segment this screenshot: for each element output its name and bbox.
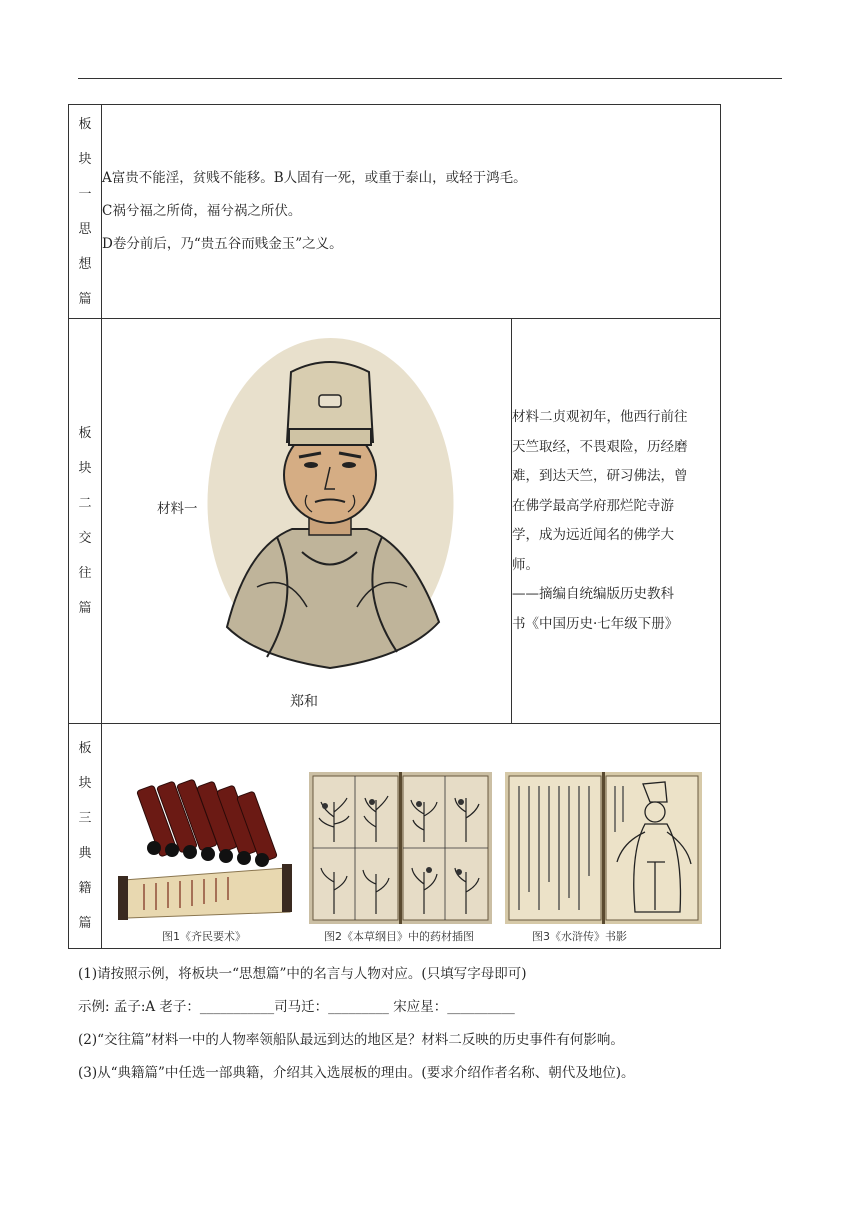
figure-1-caption: 图1《齐民要术》 [162,930,246,943]
question-2: (2)“交往篇”材料一中的人物率领船队最远到达的地区是？材料二反映的历史事件有何影响。 [78,1032,624,1048]
classics-cell [102,724,721,949]
side-char: 块 [78,461,92,476]
side-char: 板 [78,426,92,441]
side-char: 二 [78,496,92,511]
material-two-cell [512,319,721,724]
section-classics-row [69,724,721,949]
section-thought-row [69,105,721,319]
exhibit-board-table [68,104,721,949]
material-one-cell [102,319,512,724]
material-two-source: ——摘编自统编版历史教科 [512,586,674,602]
zheng-he-portrait [207,337,454,669]
shuihu-zhuan-image [505,772,702,924]
quote-line: D卷分前后，乃“贵五谷而贱金玉”之义。 [102,236,343,252]
material-two-line: 天竺取经，不畏艰险，历经磨 [512,438,688,455]
header-rule [78,78,782,79]
question-1-example: 示例: 孟子:A 老子：___________司马迁：_________ 宋应星：__________ [78,999,515,1015]
side-char: 交 [78,531,92,546]
question-1: (1)请按照示例，将板块一“思想篇”中的名言与人物对应。(只填写字母即可) [78,966,527,982]
side-char: 一 [78,186,92,202]
side-char: 籍 [78,881,92,896]
material-two-line: 材料二贞观初年，他西行前往 [512,409,688,425]
quote-line: C祸兮福之所倚，福兮祸之所伏。 [102,203,302,219]
side-char: 板 [78,116,92,132]
side-char: 板 [78,741,92,756]
side-char: 篇 [78,291,92,307]
side-char: 思 [78,221,92,237]
quote-line: A富贵不能淫，贫贱不能移。B人固有一死，或重于泰山，或轻于鸿毛。 [102,170,527,186]
bencao-gangmu-image [309,772,492,924]
section-exchange-label [69,319,102,724]
side-char: 块 [78,776,92,791]
side-char: 篇 [78,601,92,616]
material-two-line: 师。 [512,556,539,573]
side-char: 典 [78,846,92,861]
section-thought-label [69,105,102,319]
side-char: 往 [78,566,92,581]
side-char: 三 [78,811,92,826]
material-two-line: 学，成为远近闻名的佛学大 [512,527,674,543]
side-char: 块 [78,151,92,167]
portrait-caption: 郑和 [290,694,318,710]
quotes-cell [102,105,721,319]
section-exchange-row [69,319,721,724]
figure-2-caption: 图2《本草纲目》中的药材插图 [324,930,474,943]
qimin-yaoshu-image [114,772,294,920]
material-one-label: 材料一 [157,501,198,517]
material-two-source: 书《中国历史·七年级下册》 [512,615,679,632]
side-char: 篇 [78,916,92,931]
figure-3-caption: 图3《水浒传》书影 [532,930,627,943]
section-classics-label [69,724,102,949]
question-3: (3)从“典籍篇”中任选一部典籍，介绍其入选展板的理由。(要求介绍作者名称、朝代及地位)。 [78,1065,635,1081]
material-two-line: 难，到达天竺，研习佛法，曾 [512,468,688,484]
side-char: 想 [78,256,92,272]
material-two-line: 在佛学最高学府那烂陀寺游 [512,497,674,514]
